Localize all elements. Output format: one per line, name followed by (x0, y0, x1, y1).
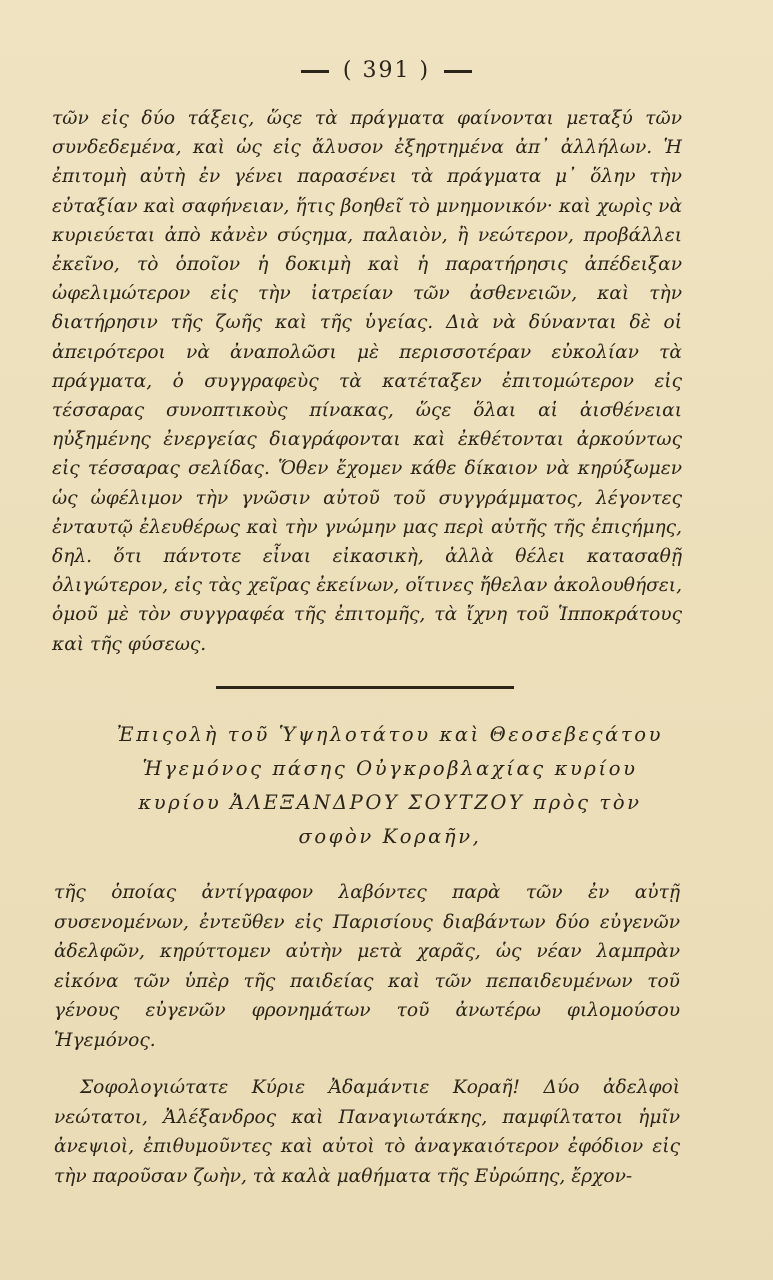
header-dash-left (301, 70, 329, 73)
paragraph-2: τῆς ὁποίας ἀντίγραφον λαβόντες παρὰ τῶν ἐν αὐτῇ συσενομένων, ἐντεῦθεν εἰς Παρισίους διαβάντων δύο εὐγενῶν ἀδελφῶν, κηρύττομεν αὐτὴν μετὰ χαρᾶς, ὡς νέαν λαμπρὰν εἰκόνα τῶν ὑπὲρ τῆς παιδείας καὶ τῶν πεπαιδευμένων τοῦ γένους εὐγενῶν φρονημάτων τοῦ ἀνωτέρω φιλομούσου Ἡγεμόνος. (54, 882, 680, 1051)
title-line-2: Ἡγεμόνος πάσης Οὐγκροβλαχίας κυρίου (142, 757, 638, 780)
paragraph-1: τῶν εἰς δύο τάξεις, ὥςε τὰ πράγματα φαίνονται μεταξύ τῶν συνδεδεμένα, καὶ ὡς εἰς ἄλυσον ἐξηρτημένα ἀπ᾿ ἀλλήλων. Ἡ ἐπιτομὴ αὐτὴ ἐν γένει παρασένει τὰ πράγματα μ᾿ ὅλην τὴν εὐταξίαν καὶ σαφήνειαν, ἥτις βοηθεῖ τὸ μνημονικόν· καὶ χωρὶς νὰ κυριεύεται ἀπὸ κἀνὲν σύςημα, παλαιὸν, ἢ νεώτερον, προβάλλει ἐκεῖνο, τὸ ὁποῖον ἡ δοκιμὴ καὶ ἡ παρατήρησις ἀπέδειξαν ὠφελιμώτερον εἰς τὴν ἰατρείαν τῶν ἀσθενειῶν, καὶ τὴν διατήρησιν τῆς ζωῆς καὶ τῆς ὑγείας. Διὰ νὰ δύνανται δὲ οἱ ἀπειρότεροι νὰ ἀναπολῶσι μὲ περισσοτέραν εὐκολίαν τὰ πράγματα, ὁ συγγραφεὺς τὰ κατέταξεν ἐπιτομώτερον εἰς τέσσαρας συνοπτικοὺς πίνακας, ὥςε ὅλαι αἱ ἀισθένειαι ηὐξημένης ἐνεργείας διαγράφονται καὶ ἐκθέτονται ἀρκούντως εἰς τέσσαρας σελίδας. Ὅθεν ἔχομεν κάθε δίκαιον νὰ κηρύξωμεν ὡς ὠφέλιμον τὴν γνῶσιν αὐτοῦ τοῦ συγγράμματος, λέγοντες ἐνταυτῷ ἐλευθέρως καὶ τὴν γνώμην μας περὶ αὐτῆς τῆς ἐπιςήμης, δηλ. ὅτι πάντοτε εἶναι εἰκασικὴ, ἀλλὰ θέλει κατασαθῇ ὀλιγώτερον, εἰς τὰς χεῖρας ἐκείνων, οἵτινες ἤθελαν ἀκολουθήσει, ὁμοῦ μὲ τὸν συγγραφέα τῆς ἐπιτομῆς, τὰ ἴχνη τοῦ Ἱπποκράτους καὶ τῆς φύσεως. (52, 108, 682, 655)
title-line-4: σοφὸν Κοραῆν, (298, 825, 482, 848)
page-number: ( 391 ) (342, 58, 431, 83)
title-line-1: Ἐπιςολὴ τοῦ Ὑψηλοτάτου καὶ Θεοσεβεςάτου (116, 723, 664, 746)
letter-title (40, 718, 740, 854)
paragraph-3: Σοφολογιώτατε Κύριε Ἀδαμάντιε Κοραῆ! Δύο ἀδελφοὶ νεώτατοι, Ἀλέξανδρος καὶ Παναγιωτάκης, παμφίλτατοι ἡμῖν ἀνεψιοὶ, ἐπιθυμοῦντες καὶ αὐτοὶ τὸ ἀναγκαιότερον ἐφόδιον εἰς τὴν παροῦσαν ζωὴν, τὰ καλὰ μαθήματα τῆς Εὐρώπης, ἔρχον- (54, 1077, 680, 1187)
title-line-3: κυρίου ἈΛΕΞΑΝΔΡΟΥ ΣΟΥΤΖΟΥ πρὸς τὸν (138, 791, 642, 814)
header-dash-right (444, 70, 472, 73)
page-header (0, 58, 773, 83)
section-divider (216, 686, 514, 689)
